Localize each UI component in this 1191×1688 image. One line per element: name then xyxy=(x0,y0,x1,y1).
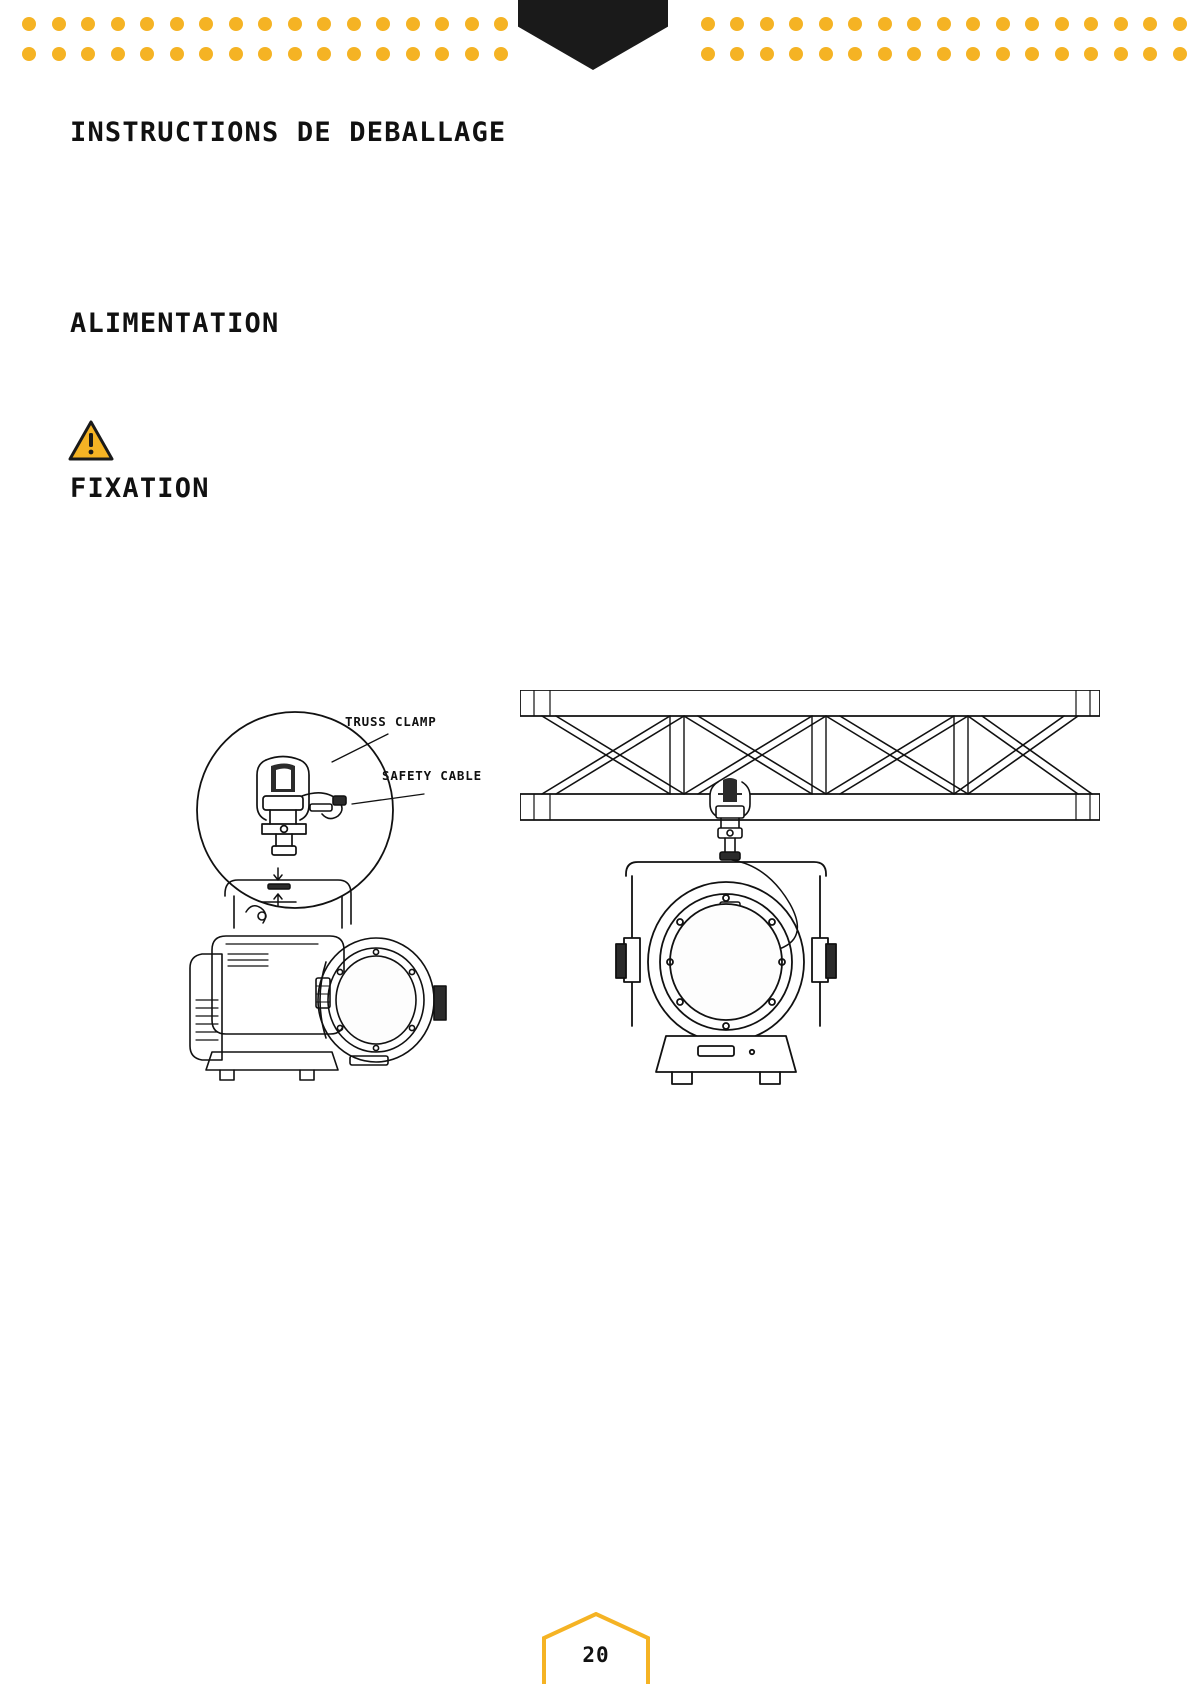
decorative-dot xyxy=(52,17,66,31)
decorative-dot xyxy=(1114,17,1128,31)
decorative-dot xyxy=(760,47,774,61)
decorative-dot xyxy=(465,47,479,61)
decorative-dot xyxy=(22,17,36,31)
decorative-dot xyxy=(229,47,243,61)
page-number: 20 xyxy=(582,1643,610,1667)
decorative-dot xyxy=(878,47,892,61)
decorative-dot xyxy=(937,47,951,61)
decorative-dot xyxy=(789,47,803,61)
decorative-dot xyxy=(258,47,272,61)
decorative-dot xyxy=(199,47,213,61)
decorative-dot xyxy=(907,47,921,61)
decorative-dot xyxy=(494,17,508,31)
section-heading-unpacking: INSTRUCTIONS DE DEBALLAGE xyxy=(70,117,507,148)
decorative-dot xyxy=(1143,47,1157,61)
callout-label-safety-cable: SAFETY CABLE xyxy=(382,768,482,783)
decorative-dot xyxy=(435,17,449,31)
decorative-dot xyxy=(760,17,774,31)
decorative-dot xyxy=(1173,17,1187,31)
decorative-dot xyxy=(288,47,302,61)
decorative-dot xyxy=(701,47,715,61)
decorative-dot xyxy=(111,17,125,31)
decorative-dot xyxy=(494,47,508,61)
decorative-dot xyxy=(376,47,390,61)
decorative-dot xyxy=(317,17,331,31)
decorative-dot xyxy=(347,47,361,61)
decorative-dot xyxy=(1114,47,1128,61)
decorative-dot xyxy=(81,47,95,61)
decorative-dot xyxy=(229,17,243,31)
decorative-dot xyxy=(1025,47,1039,61)
figure-fixture-on-truss xyxy=(520,690,1100,1140)
figure-fixture-clamp-detail xyxy=(150,700,550,1140)
decorative-dot xyxy=(848,47,862,61)
decorative-dot xyxy=(1025,17,1039,31)
decorative-dot xyxy=(52,47,66,61)
decorative-dot-band xyxy=(0,0,1191,80)
decorative-dot xyxy=(789,17,803,31)
decorative-dot xyxy=(199,17,213,31)
decorative-dot xyxy=(1084,47,1098,61)
decorative-dot xyxy=(996,17,1010,31)
decorative-dot xyxy=(81,17,95,31)
callout-label-truss-clamp: TRUSS CLAMP xyxy=(345,714,437,729)
decorative-dot xyxy=(317,47,331,61)
decorative-dot xyxy=(170,17,184,31)
decorative-dot xyxy=(1143,17,1157,31)
decorative-dot xyxy=(701,17,715,31)
decorative-dot xyxy=(288,17,302,31)
decorative-dot xyxy=(1055,47,1069,61)
decorative-dot xyxy=(1173,47,1187,61)
decorative-dot xyxy=(376,17,390,31)
decorative-dot xyxy=(258,17,272,31)
decorative-dot xyxy=(730,47,744,61)
section-heading-mounting: FIXATION xyxy=(70,473,210,504)
decorative-dot xyxy=(406,47,420,61)
decorative-dot xyxy=(111,47,125,61)
decorative-dot xyxy=(465,17,479,31)
decorative-dot xyxy=(996,47,1010,61)
decorative-dot xyxy=(170,47,184,61)
decorative-dot xyxy=(1055,17,1069,31)
decorative-dot xyxy=(22,47,36,61)
decorative-dot xyxy=(140,47,154,61)
decorative-dot xyxy=(819,47,833,61)
decorative-dot xyxy=(907,17,921,31)
decorative-dot xyxy=(937,17,951,31)
decorative-dot xyxy=(878,17,892,31)
decorative-dot xyxy=(347,17,361,31)
decorative-dot xyxy=(819,17,833,31)
decorative-dot xyxy=(730,17,744,31)
warning-triangle-icon xyxy=(68,420,114,462)
decorative-dot xyxy=(435,47,449,61)
decorative-dot xyxy=(406,17,420,31)
decorative-dot xyxy=(966,47,980,61)
decorative-dot xyxy=(966,17,980,31)
decorative-dot xyxy=(848,17,862,31)
decorative-dot xyxy=(1084,17,1098,31)
decorative-dot xyxy=(140,17,154,31)
section-heading-power: ALIMENTATION xyxy=(70,308,280,339)
